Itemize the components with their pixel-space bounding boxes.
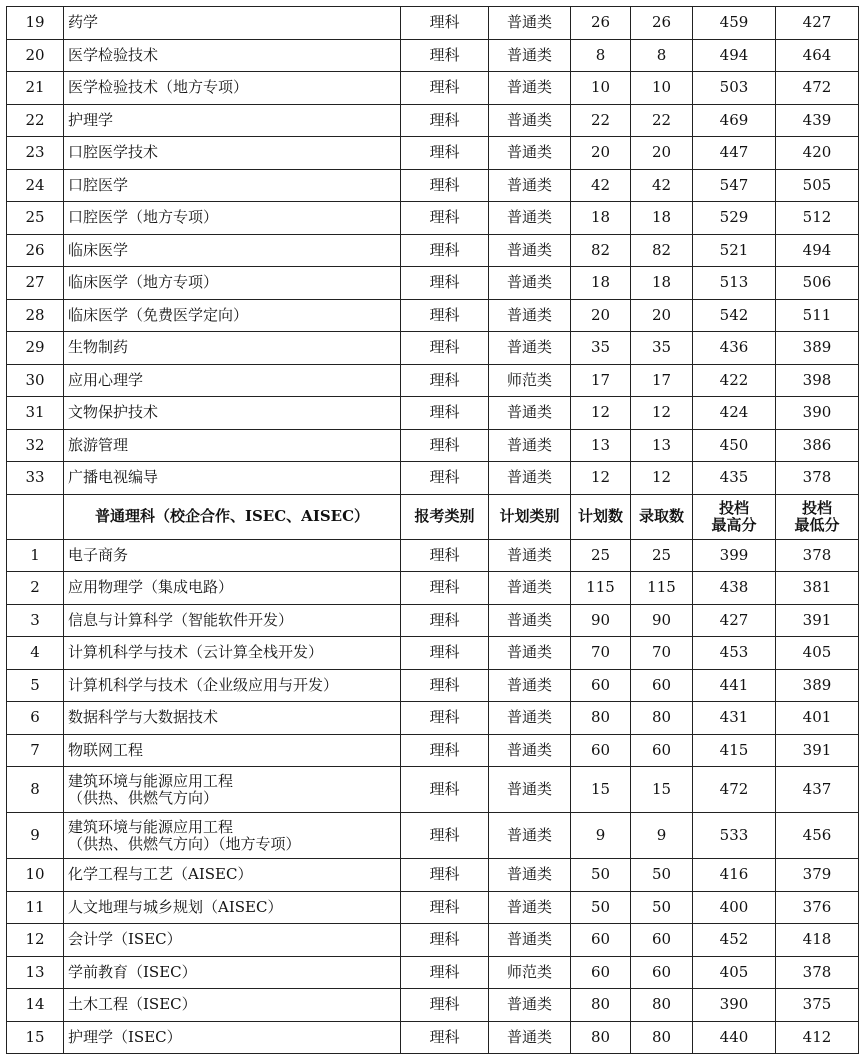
cell-plan-count: 35 [571, 332, 631, 365]
table-row [7, 72, 859, 105]
cell-major-name: 计算机科学与技术（云计算全栈开发） [64, 637, 401, 670]
cell-major-name: 口腔医学 [64, 169, 401, 202]
cell-plan-type: 普通类 [489, 72, 571, 105]
cell-min-score: 420 [776, 137, 859, 170]
cell-plan-type: 师范类 [489, 956, 571, 989]
cell-number: 15 [7, 1021, 64, 1054]
cell-admitted-count: 80 [631, 702, 693, 735]
cell-min-score: 391 [776, 734, 859, 767]
cell-major-name: 应用心理学 [64, 364, 401, 397]
header-category: 报考类别 [401, 494, 489, 539]
table-row [7, 429, 859, 462]
cell-plan-type: 普通类 [489, 859, 571, 892]
cell-major-name: 数据科学与大数据技术 [64, 702, 401, 735]
cell-major-name: 口腔医学（地方专项） [64, 202, 401, 235]
header-admitted: 录取数 [631, 494, 693, 539]
cell-min-score: 389 [776, 669, 859, 702]
header-plan-type: 计划类别 [489, 494, 571, 539]
cell-max-score: 390 [693, 989, 776, 1022]
cell-plan-count: 12 [571, 397, 631, 430]
table-body-bottom [7, 539, 859, 1054]
table-row [7, 104, 859, 137]
cell-max-score: 441 [693, 669, 776, 702]
cell-major-name: 临床医学（地方专项） [64, 267, 401, 300]
cell-plan-count: 20 [571, 299, 631, 332]
table-row [7, 859, 859, 892]
cell-category: 理科 [401, 956, 489, 989]
header-min-score [776, 494, 859, 539]
cell-admitted-count: 70 [631, 637, 693, 670]
cell-min-score: 376 [776, 891, 859, 924]
cell-admitted-count: 42 [631, 169, 693, 202]
cell-major-name: 生物制药 [64, 332, 401, 365]
cell-number: 26 [7, 234, 64, 267]
major-name-line-2: （供热、供燃气方向）（地方专项） [68, 834, 301, 853]
cell-max-score: 440 [693, 1021, 776, 1054]
cell-min-score: 381 [776, 572, 859, 605]
table-row [7, 956, 859, 989]
cell-category: 理科 [401, 267, 489, 300]
cell-category: 理科 [401, 39, 489, 72]
table-row [7, 767, 859, 813]
cell-plan-type: 普通类 [489, 604, 571, 637]
cell-major-name: 广播电视编导 [64, 462, 401, 495]
cell-plan-type: 普通类 [489, 332, 571, 365]
cell-admitted-count: 9 [631, 813, 693, 859]
cell-min-score: 375 [776, 989, 859, 1022]
cell-admitted-count: 82 [631, 234, 693, 267]
cell-min-score: 378 [776, 462, 859, 495]
cell-plan-type: 普通类 [489, 104, 571, 137]
major-name-line-1: 建筑环境与能源应用工程 [68, 771, 234, 790]
cell-number: 31 [7, 397, 64, 430]
cell-plan-count: 60 [571, 669, 631, 702]
cell-plan-type: 普通类 [489, 924, 571, 957]
cell-admitted-count: 26 [631, 7, 693, 40]
admission-score-table [6, 6, 859, 1054]
cell-admitted-count: 60 [631, 956, 693, 989]
cell-min-score: 389 [776, 332, 859, 365]
cell-max-score: 431 [693, 702, 776, 735]
cell-plan-count: 13 [571, 429, 631, 462]
cell-max-score: 547 [693, 169, 776, 202]
cell-number: 1 [7, 539, 64, 572]
cell-category: 理科 [401, 604, 489, 637]
cell-min-score: 464 [776, 39, 859, 72]
cell-major-name: 药学 [64, 7, 401, 40]
cell-plan-count: 12 [571, 462, 631, 495]
table-row [7, 572, 859, 605]
cell-plan-count: 25 [571, 539, 631, 572]
cell-min-score: 418 [776, 924, 859, 957]
cell-major-name: 会计学（ISEC） [64, 924, 401, 957]
cell-min-score: 379 [776, 859, 859, 892]
cell-number: 19 [7, 7, 64, 40]
cell-major-name: 信息与计算科学（智能软件开发） [64, 604, 401, 637]
cell-max-score: 459 [693, 7, 776, 40]
cell-number: 22 [7, 104, 64, 137]
cell-major-name: 文物保护技术 [64, 397, 401, 430]
cell-category: 理科 [401, 169, 489, 202]
cell-plan-count: 20 [571, 137, 631, 170]
cell-min-score: 378 [776, 956, 859, 989]
table-row [7, 637, 859, 670]
cell-major-name: 医学检验技术（地方专项） [64, 72, 401, 105]
cell-number: 4 [7, 637, 64, 670]
cell-plan-type: 普通类 [489, 669, 571, 702]
cell-major-name: 临床医学（免费医学定向） [64, 299, 401, 332]
cell-category: 理科 [401, 859, 489, 892]
cell-min-score: 405 [776, 637, 859, 670]
cell-max-score: 472 [693, 767, 776, 813]
cell-category: 理科 [401, 462, 489, 495]
cell-plan-type: 普通类 [489, 989, 571, 1022]
cell-min-score: 390 [776, 397, 859, 430]
cell-major-name: 人文地理与城乡规划（AISEC） [64, 891, 401, 924]
cell-min-score: 505 [776, 169, 859, 202]
cell-major-name: 医学检验技术 [64, 39, 401, 72]
cell-major-name: 物联网工程 [64, 734, 401, 767]
cell-max-score: 450 [693, 429, 776, 462]
cell-major-name: 土木工程（ISEC） [64, 989, 401, 1022]
cell-plan-type: 师范类 [489, 364, 571, 397]
cell-min-score: 511 [776, 299, 859, 332]
cell-plan-type: 普通类 [489, 891, 571, 924]
table-row [7, 891, 859, 924]
cell-plan-count: 26 [571, 7, 631, 40]
cell-plan-type: 普通类 [489, 462, 571, 495]
table-row [7, 267, 859, 300]
major-name-line-2: （供热、供燃气方向） [68, 788, 219, 807]
cell-admitted-count: 25 [631, 539, 693, 572]
cell-max-score: 424 [693, 397, 776, 430]
table-row [7, 1021, 859, 1054]
cell-category: 理科 [401, 332, 489, 365]
cell-admitted-count: 18 [631, 202, 693, 235]
cell-number: 8 [7, 767, 64, 813]
cell-major-name: 电子商务 [64, 539, 401, 572]
cell-plan-type: 普通类 [489, 637, 571, 670]
cell-number: 3 [7, 604, 64, 637]
cell-max-score: 494 [693, 39, 776, 72]
cell-plan-count: 50 [571, 891, 631, 924]
table-row [7, 669, 859, 702]
cell-max-score: 415 [693, 734, 776, 767]
cell-plan-count: 82 [571, 234, 631, 267]
table-row [7, 462, 859, 495]
table-row [7, 202, 859, 235]
cell-plan-type: 普通类 [489, 169, 571, 202]
cell-category: 理科 [401, 397, 489, 430]
cell-min-score: 378 [776, 539, 859, 572]
cell-plan-type: 普通类 [489, 429, 571, 462]
cell-plan-type: 普通类 [489, 397, 571, 430]
cell-plan-type: 普通类 [489, 702, 571, 735]
table-row [7, 39, 859, 72]
cell-category: 理科 [401, 572, 489, 605]
cell-plan-type: 普通类 [489, 299, 571, 332]
section-header-body [7, 494, 859, 539]
cell-category: 理科 [401, 539, 489, 572]
cell-plan-count: 22 [571, 104, 631, 137]
cell-major-name: 口腔医学技术 [64, 137, 401, 170]
table-row [7, 332, 859, 365]
cell-min-score: 427 [776, 7, 859, 40]
cell-plan-type: 普通类 [489, 267, 571, 300]
cell-number: 13 [7, 956, 64, 989]
cell-plan-type: 普通类 [489, 539, 571, 572]
cell-admitted-count: 8 [631, 39, 693, 72]
header-max-line1: 投档 [718, 498, 749, 517]
major-name-line-1: 建筑环境与能源应用工程 [68, 817, 234, 836]
cell-max-score: 521 [693, 234, 776, 267]
cell-admitted-count: 20 [631, 299, 693, 332]
cell-plan-count: 9 [571, 813, 631, 859]
cell-max-score: 533 [693, 813, 776, 859]
cell-plan-count: 90 [571, 604, 631, 637]
cell-plan-type: 普通类 [489, 734, 571, 767]
cell-min-score: 472 [776, 72, 859, 105]
cell-max-score: 436 [693, 332, 776, 365]
cell-admitted-count: 10 [631, 72, 693, 105]
cell-max-score: 416 [693, 859, 776, 892]
cell-admitted-count: 13 [631, 429, 693, 462]
cell-category: 理科 [401, 669, 489, 702]
cell-number: 25 [7, 202, 64, 235]
cell-plan-type: 普通类 [489, 1021, 571, 1054]
cell-plan-count: 80 [571, 702, 631, 735]
cell-major-name [64, 813, 401, 859]
cell-number: 6 [7, 702, 64, 735]
table-row [7, 137, 859, 170]
cell-admitted-count: 12 [631, 397, 693, 430]
cell-category: 理科 [401, 364, 489, 397]
section-header-blank [7, 494, 64, 539]
cell-number: 21 [7, 72, 64, 105]
cell-number: 29 [7, 332, 64, 365]
header-max-line2: 最高分 [711, 515, 757, 534]
cell-admitted-count: 12 [631, 462, 693, 495]
cell-number: 30 [7, 364, 64, 397]
cell-major-name [64, 767, 401, 813]
cell-major-name: 临床医学 [64, 234, 401, 267]
table-row [7, 924, 859, 957]
table-row [7, 397, 859, 430]
cell-plan-count: 42 [571, 169, 631, 202]
cell-plan-count: 115 [571, 572, 631, 605]
cell-number: 24 [7, 169, 64, 202]
cell-max-score: 452 [693, 924, 776, 957]
cell-category: 理科 [401, 299, 489, 332]
cell-plan-type: 普通类 [489, 137, 571, 170]
header-min-line1: 投档 [801, 498, 832, 517]
cell-max-score: 400 [693, 891, 776, 924]
cell-admitted-count: 20 [631, 137, 693, 170]
cell-major-name: 护理学 [64, 104, 401, 137]
cell-number: 20 [7, 39, 64, 72]
cell-max-score: 529 [693, 202, 776, 235]
cell-plan-count: 18 [571, 267, 631, 300]
table-row [7, 702, 859, 735]
cell-admitted-count: 15 [631, 767, 693, 813]
cell-min-score: 401 [776, 702, 859, 735]
cell-max-score: 438 [693, 572, 776, 605]
cell-major-name: 应用物理学（集成电路） [64, 572, 401, 605]
cell-admitted-count: 17 [631, 364, 693, 397]
cell-min-score: 439 [776, 104, 859, 137]
cell-plan-count: 60 [571, 924, 631, 957]
cell-admitted-count: 115 [631, 572, 693, 605]
cell-max-score: 447 [693, 137, 776, 170]
cell-plan-count: 18 [571, 202, 631, 235]
cell-admitted-count: 80 [631, 989, 693, 1022]
cell-min-score: 386 [776, 429, 859, 462]
cell-min-score: 494 [776, 234, 859, 267]
cell-plan-type: 普通类 [489, 572, 571, 605]
cell-plan-count: 70 [571, 637, 631, 670]
cell-max-score: 435 [693, 462, 776, 495]
cell-admitted-count: 50 [631, 891, 693, 924]
table-row [7, 539, 859, 572]
cell-category: 理科 [401, 702, 489, 735]
cell-admitted-count: 50 [631, 859, 693, 892]
cell-major-name: 计算机科学与技术（企业级应用与开发） [64, 669, 401, 702]
cell-admitted-count: 60 [631, 669, 693, 702]
cell-plan-count: 80 [571, 989, 631, 1022]
cell-max-score: 453 [693, 637, 776, 670]
cell-category: 理科 [401, 767, 489, 813]
cell-max-score: 422 [693, 364, 776, 397]
cell-number: 10 [7, 859, 64, 892]
cell-plan-count: 80 [571, 1021, 631, 1054]
cell-admitted-count: 35 [631, 332, 693, 365]
table-row [7, 299, 859, 332]
cell-admitted-count: 80 [631, 1021, 693, 1054]
cell-category: 理科 [401, 429, 489, 462]
cell-min-score: 456 [776, 813, 859, 859]
cell-plan-count: 17 [571, 364, 631, 397]
cell-plan-type: 普通类 [489, 39, 571, 72]
cell-admitted-count: 90 [631, 604, 693, 637]
cell-min-score: 512 [776, 202, 859, 235]
section-header-row [7, 494, 859, 539]
cell-plan-type: 普通类 [489, 234, 571, 267]
cell-category: 理科 [401, 1021, 489, 1054]
cell-major-name: 化学工程与工艺（AISEC） [64, 859, 401, 892]
cell-max-score: 399 [693, 539, 776, 572]
cell-min-score: 412 [776, 1021, 859, 1054]
cell-max-score: 405 [693, 956, 776, 989]
cell-category: 理科 [401, 734, 489, 767]
cell-number: 27 [7, 267, 64, 300]
table-row [7, 364, 859, 397]
cell-category: 理科 [401, 137, 489, 170]
cell-number: 2 [7, 572, 64, 605]
cell-plan-count: 60 [571, 734, 631, 767]
cell-category: 理科 [401, 637, 489, 670]
cell-plan-type: 普通类 [489, 767, 571, 813]
cell-number: 33 [7, 462, 64, 495]
section-title: 普通理科（校企合作、ISEC、AISEC） [64, 494, 401, 539]
table-row [7, 7, 859, 40]
cell-max-score: 513 [693, 267, 776, 300]
cell-admitted-count: 22 [631, 104, 693, 137]
header-plan: 计划数 [571, 494, 631, 539]
cell-max-score: 469 [693, 104, 776, 137]
cell-major-name: 旅游管理 [64, 429, 401, 462]
cell-category: 理科 [401, 202, 489, 235]
cell-number: 28 [7, 299, 64, 332]
header-max-score [693, 494, 776, 539]
table-body-top [7, 7, 859, 495]
cell-min-score: 398 [776, 364, 859, 397]
cell-plan-count: 60 [571, 956, 631, 989]
cell-admitted-count: 18 [631, 267, 693, 300]
cell-plan-type: 普通类 [489, 813, 571, 859]
cell-admitted-count: 60 [631, 734, 693, 767]
cell-plan-type: 普通类 [489, 202, 571, 235]
header-min-line2: 最低分 [794, 515, 840, 534]
cell-number: 9 [7, 813, 64, 859]
cell-number: 32 [7, 429, 64, 462]
cell-major-name: 学前教育（ISEC） [64, 956, 401, 989]
cell-plan-type: 普通类 [489, 7, 571, 40]
cell-category: 理科 [401, 72, 489, 105]
cell-number: 5 [7, 669, 64, 702]
cell-number: 23 [7, 137, 64, 170]
cell-min-score: 437 [776, 767, 859, 813]
cell-major-name: 护理学（ISEC） [64, 1021, 401, 1054]
cell-number: 11 [7, 891, 64, 924]
cell-category: 理科 [401, 989, 489, 1022]
cell-admitted-count: 60 [631, 924, 693, 957]
cell-category: 理科 [401, 104, 489, 137]
cell-max-score: 427 [693, 604, 776, 637]
cell-max-score: 503 [693, 72, 776, 105]
table-row [7, 604, 859, 637]
cell-number: 14 [7, 989, 64, 1022]
cell-number: 7 [7, 734, 64, 767]
table-row [7, 169, 859, 202]
table-row [7, 234, 859, 267]
cell-number: 12 [7, 924, 64, 957]
cell-plan-count: 50 [571, 859, 631, 892]
cell-category: 理科 [401, 234, 489, 267]
cell-category: 理科 [401, 891, 489, 924]
table-row [7, 813, 859, 859]
cell-max-score: 542 [693, 299, 776, 332]
cell-plan-count: 15 [571, 767, 631, 813]
cell-category: 理科 [401, 813, 489, 859]
cell-category: 理科 [401, 7, 489, 40]
table-row [7, 989, 859, 1022]
cell-min-score: 506 [776, 267, 859, 300]
cell-plan-count: 8 [571, 39, 631, 72]
cell-plan-count: 10 [571, 72, 631, 105]
table-row [7, 734, 859, 767]
cell-category: 理科 [401, 924, 489, 957]
cell-min-score: 391 [776, 604, 859, 637]
